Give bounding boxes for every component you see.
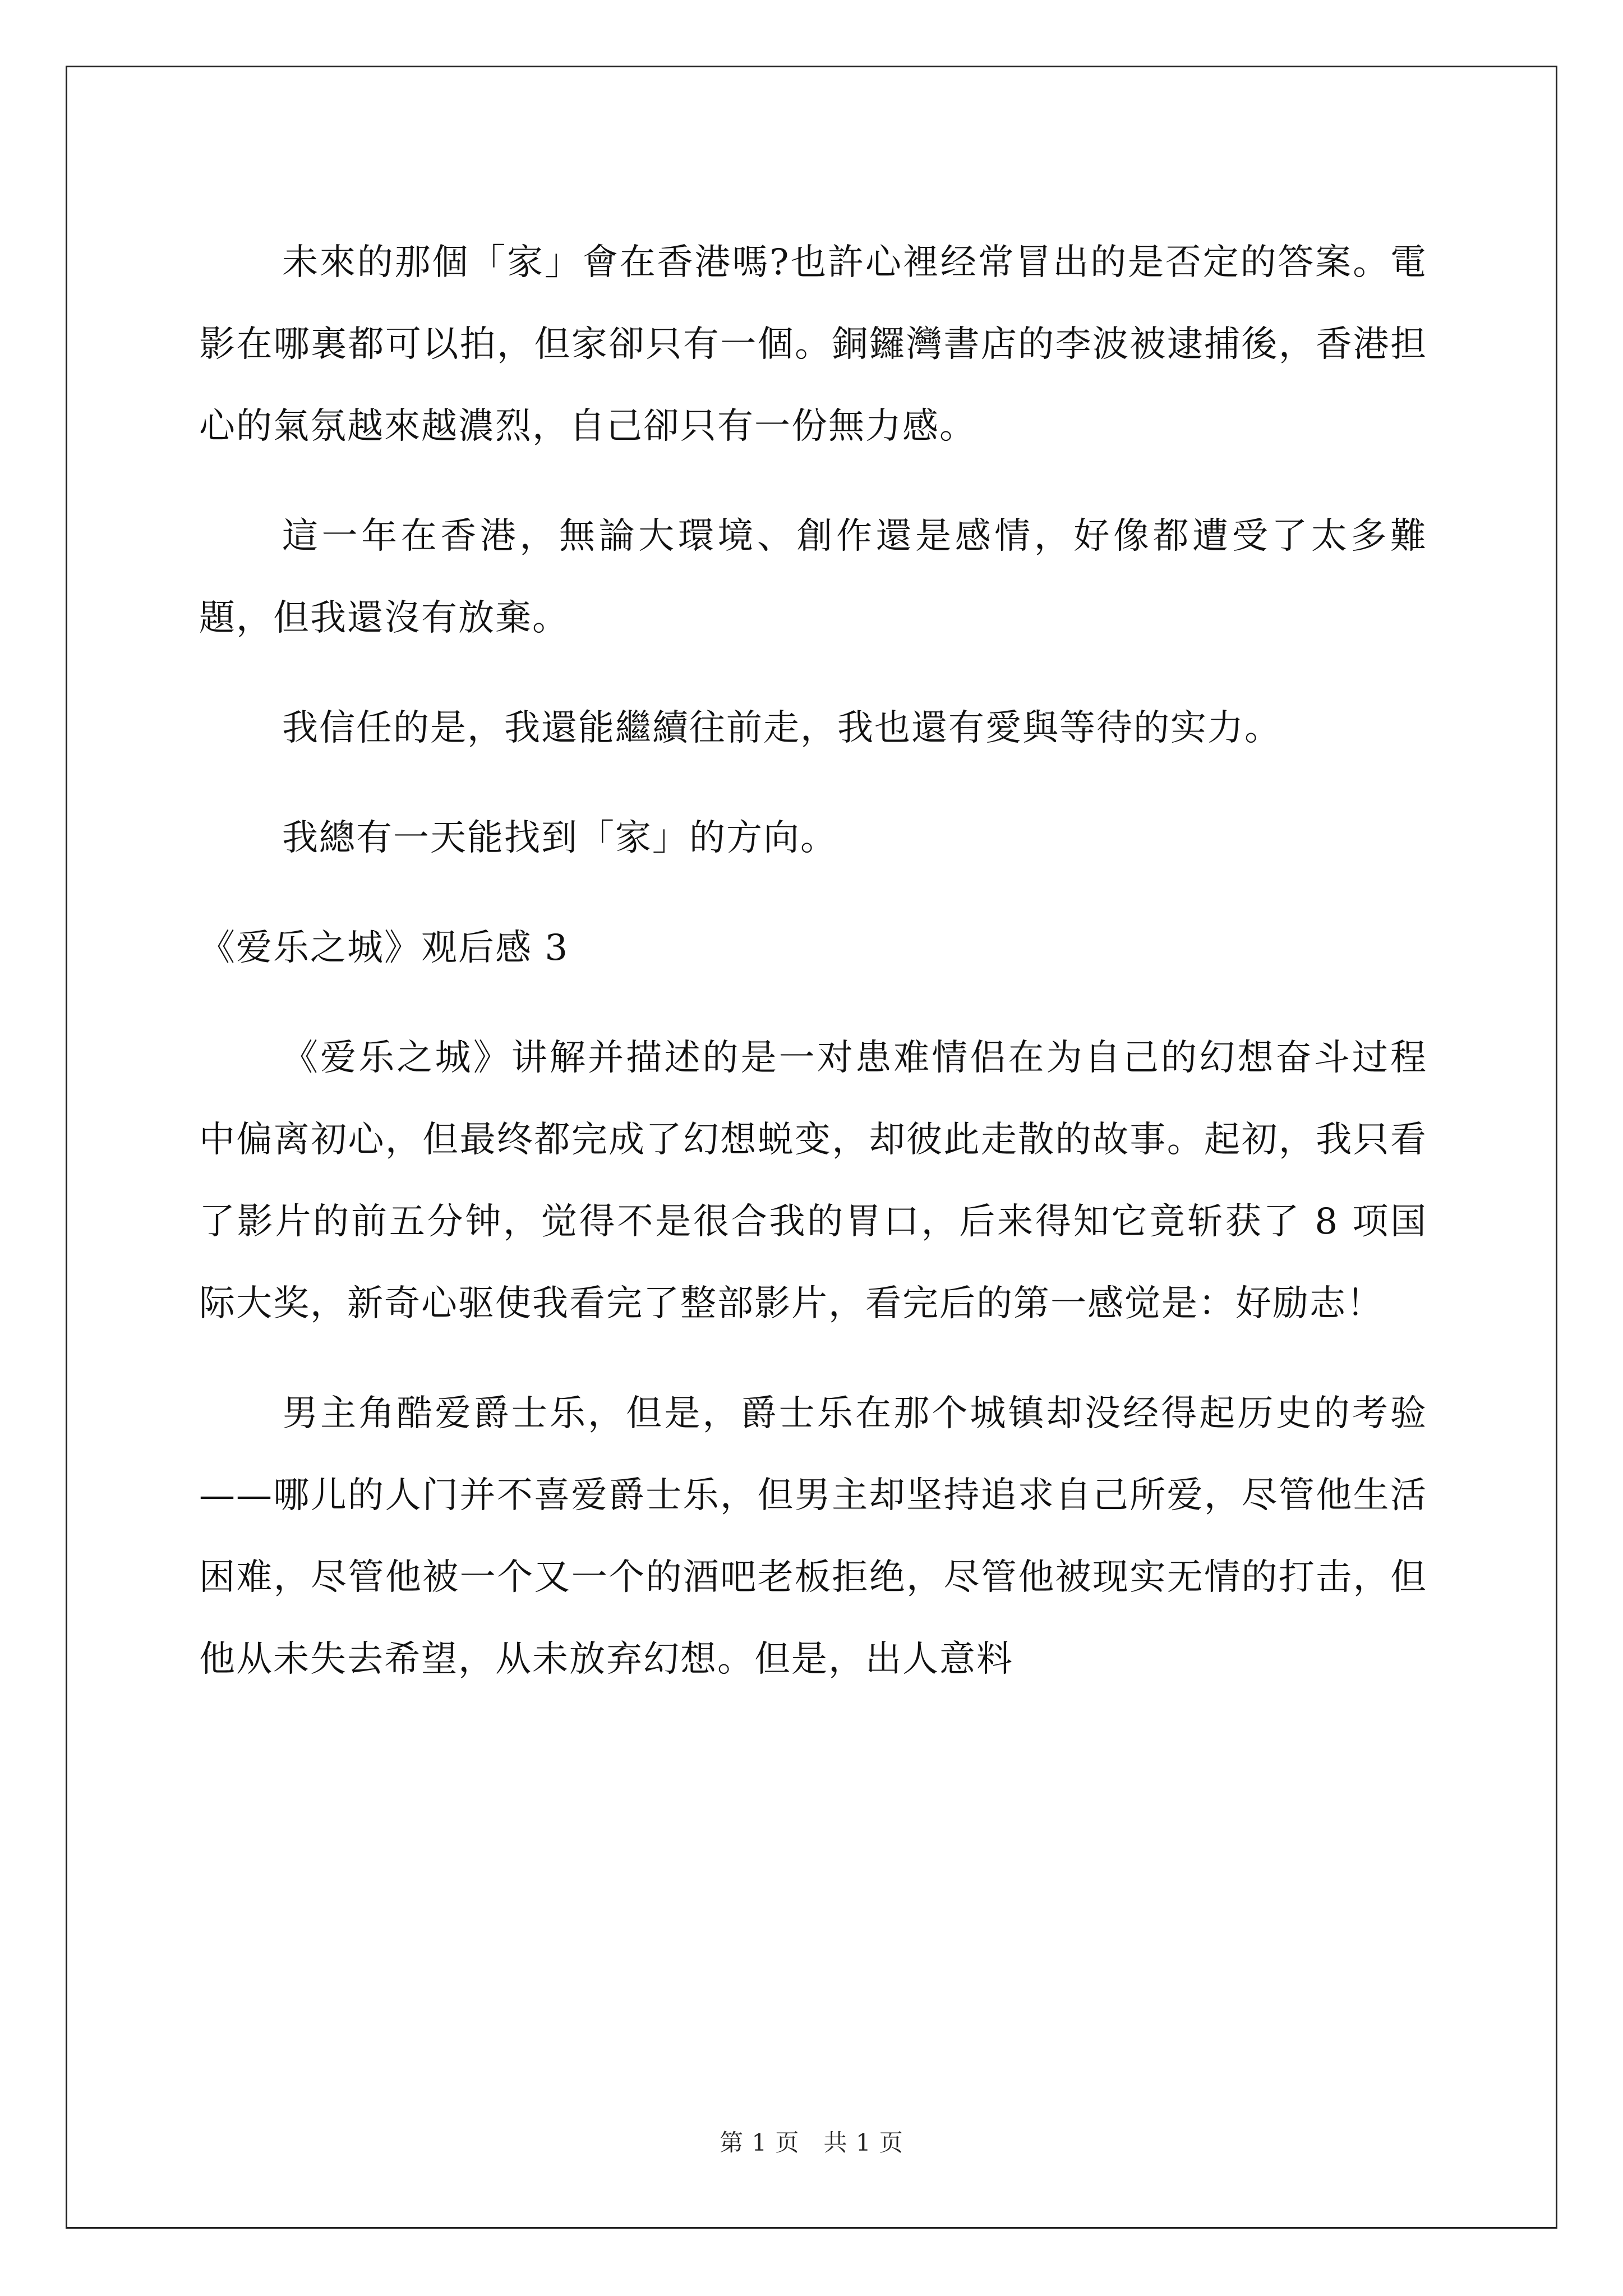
document-body bbox=[199, 222, 1427, 1728]
paragraph-6: 男主角酷爱爵士乐，但是，爵士乐在那个城镇却没经得起历史的考验——哪儿的人门并不喜爱爵士乐，但男主却坚持追求自己所爱，尽管他生活困难，尽管他被一个又一个的酒吧老板拒绝，尽管他被现实无情的打击，但他从未失去希望，从未放弃幻想。但是，出人意料 bbox=[199, 1393, 1427, 1680]
page-footer: 第 1 页 共 1 页 bbox=[720, 2129, 903, 2156]
section-heading: 《爱乐之城》观后感 3 bbox=[199, 927, 569, 969]
paragraph-3: 我信任的是，我還能繼續往前走，我也還有愛與等待的实力。 bbox=[282, 707, 1281, 749]
paragraph-1: 未來的那個「家」會在香港嗎?也許心裡经常冒出的是否定的答案。電影在哪裏都可以拍，但家卻只有一個。銅鑼灣書店的李波被逮捕後，香港担心的氣氛越來越濃烈，自己卻只有一份無力感。 bbox=[199, 242, 1427, 447]
paragraph-4: 我總有一天能找到「家」的方向。 bbox=[282, 817, 837, 859]
paragraph-5: 《爱乐之城》讲解并描述的是一对患难情侣在为自己的幻想奋斗过程中偏离初心，但最终都完成了幻想蜕变，却彼此走散的故事。起初，我只看了影片的前五分钟，觉得不是很合我的胃口，后来得知它竟斩获了 8 项国际大奖，新奇心驱使我看完了整部影片，看完后的第一感觉是：好励志！ bbox=[199, 1037, 1427, 1324]
paragraph-2: 這一年在香港，無論大環境、創作還是感情，好像都遭受了太多難題，但我還沒有放棄。 bbox=[199, 516, 1427, 639]
